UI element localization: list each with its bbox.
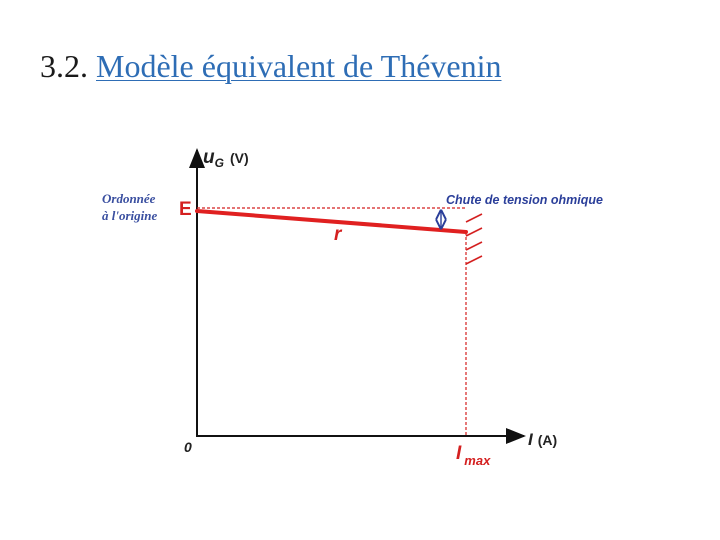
e-label: E: [179, 199, 192, 220]
limit-hatch-marks: [466, 214, 482, 264]
characteristic-line: [197, 211, 466, 232]
intercept-note: Ordonnée à l'origine: [102, 191, 158, 223]
section-title-link[interactable]: Modèle équivalent de Thévenin: [96, 48, 502, 84]
x-axis-label: I (A): [528, 430, 558, 449]
voltage-drop-note: Chute de tension ohmique: [446, 193, 603, 207]
imax-label: I $_{max}$: [456, 443, 491, 468]
section-number: 3.2.: [40, 48, 88, 84]
r-label: r: [334, 224, 342, 245]
y-axis-label: $u_G$ (V): [203, 147, 249, 170]
origin-label: 0: [184, 439, 192, 455]
